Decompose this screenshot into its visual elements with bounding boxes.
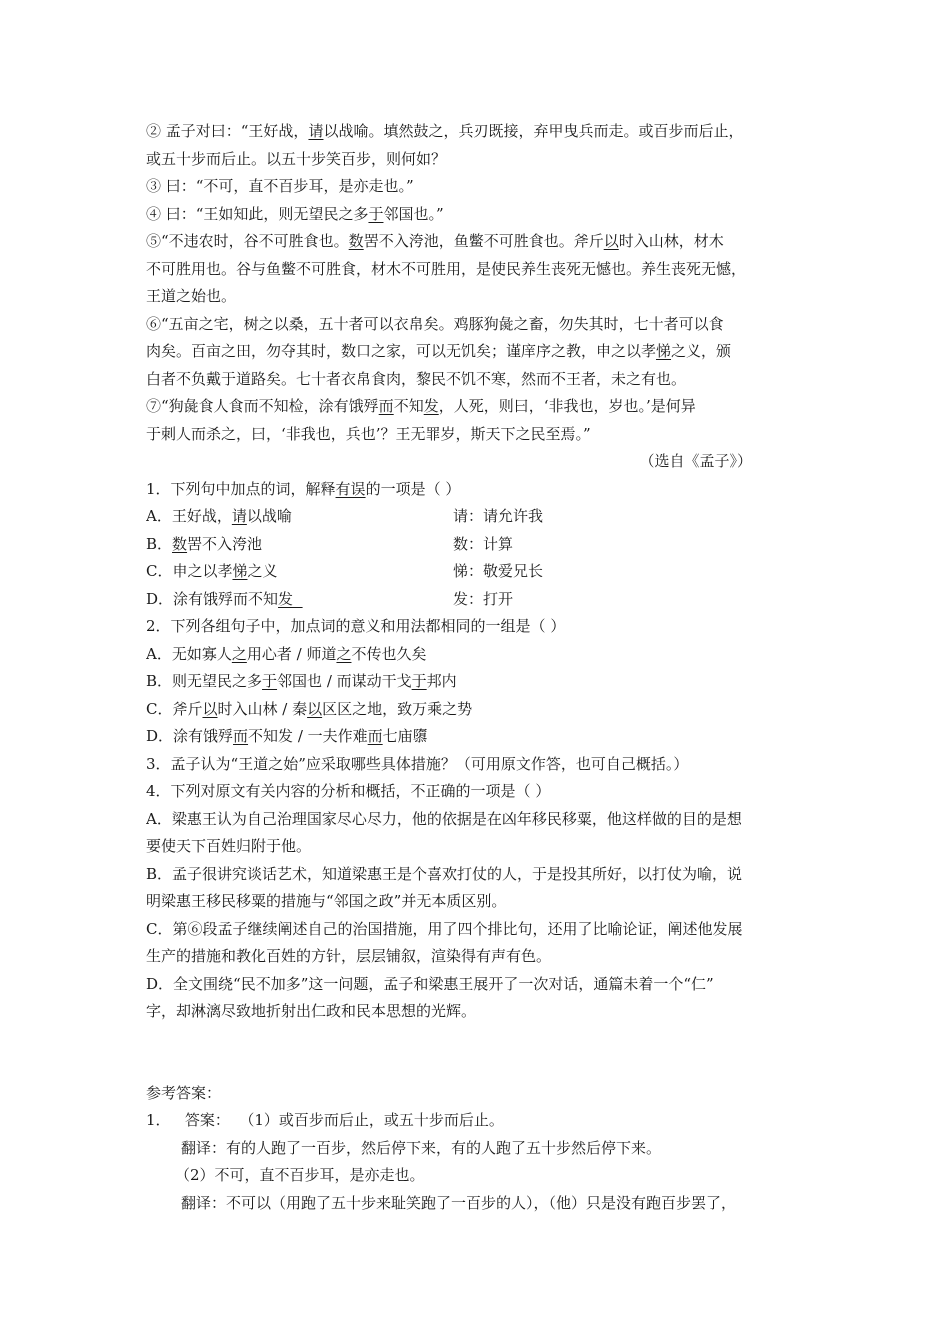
- underlined-word: 以: [307, 699, 323, 718]
- section-gap: [146, 1053, 814, 1080]
- question-2-option-d: D．涂有饿殍而不知发 / 一夫作难而七庙隳: [146, 727, 428, 745]
- underlined-word: 以: [202, 699, 218, 718]
- passage-p5-line3: 王道之始也。: [146, 287, 237, 305]
- underlined-word: 悌: [232, 562, 248, 580]
- underlined-word: 之: [231, 644, 247, 663]
- question-4-stem: 4．下列对原文有关内容的分析和概括，不正确的一项是（ ）: [146, 782, 551, 800]
- passage-p6-line1: ⑥“五亩之宅，树之以桑，五十者可以衣帛矣。鸡豚狗彘之畜，勿失其时，七十者可以食: [146, 314, 724, 333]
- passage-p5-line1: ⑤“不违农时，谷不可胜食也。数罟不入洿池，鱼鳖不可胜食也。斧斤以时入山林，材木: [146, 232, 724, 250]
- question-4-option-d-line2: 字，却淋漓尽致地折射出仁政和民本思想的光辉。: [146, 1002, 477, 1020]
- question-4-option-a-line2: 要使天下百姓归附于他。: [146, 837, 312, 855]
- underlined-word: 发: [423, 397, 439, 415]
- underlined-word: 于: [411, 672, 427, 690]
- underlined-word: 请: [231, 507, 247, 525]
- question-4-option-d-line1: D．全文围绕“民不加多”这一问题，孟子和梁惠王展开了一次对话，通篇未着一个“仁”: [146, 974, 714, 993]
- question-1-option-c: C．申之以孝悌之义 悌：敬爱兄长: [146, 558, 814, 586]
- underlined-word: 而: [233, 727, 249, 745]
- answer-1-translation-1: 翻译：有的人跑了一百步，然后停下来，有的人跑了五十步然后停下来。: [181, 1138, 662, 1157]
- underlined-word: 有误: [335, 479, 366, 498]
- question-4-option-c-line2: 生产的措施和教化百姓的方针，层层铺叙，渲染得有声有色。: [146, 947, 552, 965]
- passage-p7-line2: 于刺人而杀之，曰，‘非我也，兵也’？王无罪岁，斯天下之民至焉。”: [146, 424, 591, 443]
- question-2-stem: 2．下列各组句子中，加点词的意义和用法都相同的一组是（ ）: [146, 617, 566, 635]
- question-1-option-b: B．数罟不入洿池 数：计算: [146, 531, 814, 559]
- underlined-word: 数: [348, 232, 364, 250]
- underlined-word: 数: [172, 534, 188, 553]
- passage-p6-line2: 肉矣。百亩之田，勿夺其时，数口之家，可以无饥矣；谨庠序之教，申之以孝悌之义，颁: [146, 342, 732, 360]
- passage-p5-line2: 不可胜用也。谷与鱼鳖不可胜食，材木不可胜用，是使民养生丧死无憾也。养生丧死无憾，: [146, 259, 747, 278]
- option-gloss: 悌：敬爱兄长: [453, 562, 544, 580]
- question-3: 3．孟子认为“王道之始”应采取哪些具体措施？（可用原文作答，也可自己概括。）: [146, 754, 689, 773]
- passage-p7-line1: ⑦“狗彘食人食而不知检，涂有饿殍而不知发，人死，则曰，‘非我也，岁也。’是何异: [146, 397, 696, 415]
- question-1-stem: 1．下列句中加点的词，解释有误的一项是（ ）: [146, 479, 461, 498]
- underlined-word: 请: [308, 122, 324, 140]
- passage-p4: ④ 曰：“王如知此，则无望民之多于邻国也。”: [146, 204, 444, 223]
- answer-1-translation-2: 翻译：不可以（用跑了五十步来耻笑跑了一百步的人），（他）只是没有跑百步罢了，: [181, 1193, 737, 1212]
- question-4-option-a-line1: A．梁惠王认为自己治理国家尽心尽力，他的依据是在凶年移民移粟，他这样做的目的是想: [146, 809, 742, 828]
- question-2-option-b: B．则无望民之多于邻国也 / 而谋动干戈于邦内: [146, 672, 457, 690]
- option-gloss: 数：计算: [453, 534, 514, 553]
- passage-p6-line3: 白者不负戴于道路矣。七十者衣帛食肉，黎民不饥不寒，然而不王者，未之有也。: [146, 369, 687, 388]
- option-gloss: 请：请允许我: [453, 507, 544, 525]
- underlined-word: 而: [378, 397, 394, 415]
- underlined-word: 于: [262, 672, 278, 690]
- underlined-word: 悌: [656, 342, 672, 360]
- question-1-option-d: D．涂有饿殍而不知发 发：打开: [146, 586, 814, 614]
- passage-p2-line1: ② 孟子对曰：“王好战，请以战喻。填然鼓之，兵刃既接，弃甲曳兵而走。或百步而后止，: [146, 122, 744, 140]
- answers-heading: 参考答案：: [146, 1083, 222, 1102]
- question-4-option-b-line1: B．孟子很讲究谈话艺术，知道梁惠王是个喜欢打仗的人，于是投其所好，以打仗为喻，说: [146, 864, 743, 883]
- underlined-word: 于: [368, 204, 384, 223]
- section-gap: [146, 1026, 814, 1053]
- underlined-word: 发: [278, 589, 303, 608]
- question-1-option-a: A．王好战，请以战喻 请：请允许我: [146, 503, 814, 531]
- underlined-word: 之: [336, 644, 352, 663]
- document-content: [146, 118, 814, 1217]
- underlined-word: 而: [367, 727, 383, 745]
- answer-1-lead: 1． 答案： （1）或百步而后止，或五十步而后止。: [146, 1111, 504, 1129]
- answer-1-sentence-2: （2）不可，直不百步耳，是亦走也。: [175, 1166, 425, 1184]
- question-4-option-b-line2: 明梁惠王移民移粟的措施与“邻国之政”并无本质区别。: [146, 892, 507, 910]
- passage-p2-line2: 或五十步而后止。以五十步笑百步，则何如？: [146, 149, 447, 168]
- passage-p3: ③ 曰：“不可，直不百步耳，是亦走也。”: [146, 177, 414, 195]
- question-2-option-a: A．无如寡人之用心者 / 师道之不传也久矣: [146, 644, 427, 663]
- option-gloss: 发：打开: [453, 589, 514, 608]
- passage-source: （选自《孟子》）: [639, 452, 752, 470]
- underlined-word: 以: [603, 232, 619, 250]
- question-4-option-c-line1: C．第⑥段孟子继续阐述自己的治国措施，用了四个排比句，还用了比喻论证，阐述他发展: [146, 919, 743, 938]
- question-2-option-c: C．斧斤以时入山林 / 秦以区区之地，致万乘之势: [146, 699, 473, 718]
